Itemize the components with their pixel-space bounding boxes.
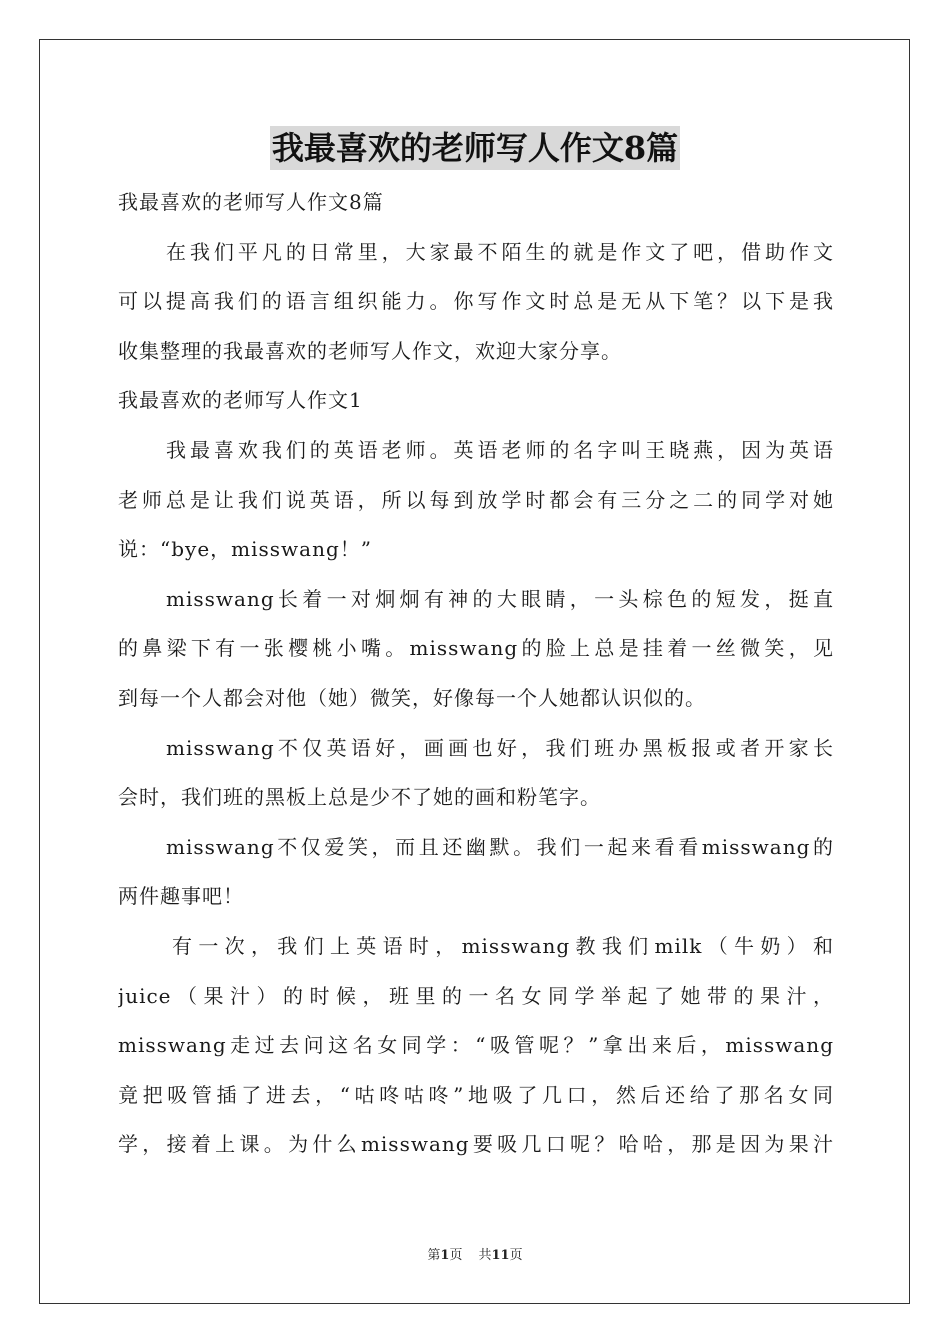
- page-unit: 页: [449, 1248, 463, 1263]
- paragraph-line: misswang不仅英语好，画画也好，我们班办黑板报或者开家长: [166, 735, 834, 760]
- document-body: [118, 178, 834, 1170]
- page-number: 1: [440, 1248, 450, 1263]
- paragraph-line: 的鼻梁下有一张樱桃小嘴。misswang的脸上总是挂着一丝微笑，见: [118, 636, 834, 661]
- paragraph-line: 到每一个人都会对他（她）微笑，好像每一个人她都认识似的。: [118, 685, 706, 710]
- total-label: 共: [478, 1248, 492, 1263]
- paragraph-line: 有一次，我们上英语时，misswang教我们milk（牛奶）和: [172, 933, 834, 958]
- paragraph-line: 老师总是让我们说英语，所以每到放学时都会有三分之二的同学对她: [118, 487, 834, 512]
- title-container: [0, 126, 950, 170]
- paragraph-line: 说：“bye，misswang！”: [118, 537, 373, 562]
- paragraph-line: 两件趣事吧！: [118, 884, 244, 909]
- paragraph-line: 可以提高我们的语言组织能力。你写作文时总是无从下笔？以下是我: [118, 289, 834, 314]
- paragraph-line: 竟把吸管插了进去，“咕咚咕咚”地吸了几口，然后还给了那名女同: [118, 1082, 834, 1107]
- total-pages: 11: [491, 1248, 510, 1263]
- document-title: 我最喜欢的老师写人作文8篇: [270, 126, 680, 170]
- page-footer: [0, 1244, 950, 1263]
- section-heading: 我最喜欢的老师写人作文1: [118, 388, 363, 413]
- paragraph-line: misswang长着一对炯炯有神的大眼睛，一头棕色的短发，挺直: [166, 586, 834, 611]
- paragraph-line: 我最喜欢我们的英语老师。英语老师的名字叫王晓燕，因为英语: [166, 437, 834, 462]
- paragraph-line: 学，接着上课。为什么misswang要吸几口呢？哈哈，那是因为果汁: [118, 1132, 834, 1157]
- subtitle-line: 我最喜欢的老师写人作文8篇: [118, 190, 384, 214]
- page-label: 第: [427, 1248, 441, 1263]
- paragraph-line: misswang不仅爱笑，而且还幽默。我们一起来看看misswang的: [166, 834, 834, 859]
- paragraph-line: juice（果汁）的时候，班里的一名女同学举起了她带的果汁，: [118, 983, 834, 1008]
- total-unit: 页: [509, 1248, 523, 1263]
- paragraph-line: 收集整理的我最喜欢的老师写人作文，欢迎大家分享。: [118, 338, 622, 363]
- paragraph-line: 在我们平凡的日常里，大家最不陌生的就是作文了吧，借助作文: [166, 239, 834, 264]
- paragraph-line: 会时，我们班的黑板上总是少不了她的画和粉笔字。: [118, 785, 601, 810]
- paragraph-line: misswang走过去问这名女同学：“吸管呢？”拿出来后，misswang: [118, 1033, 834, 1058]
